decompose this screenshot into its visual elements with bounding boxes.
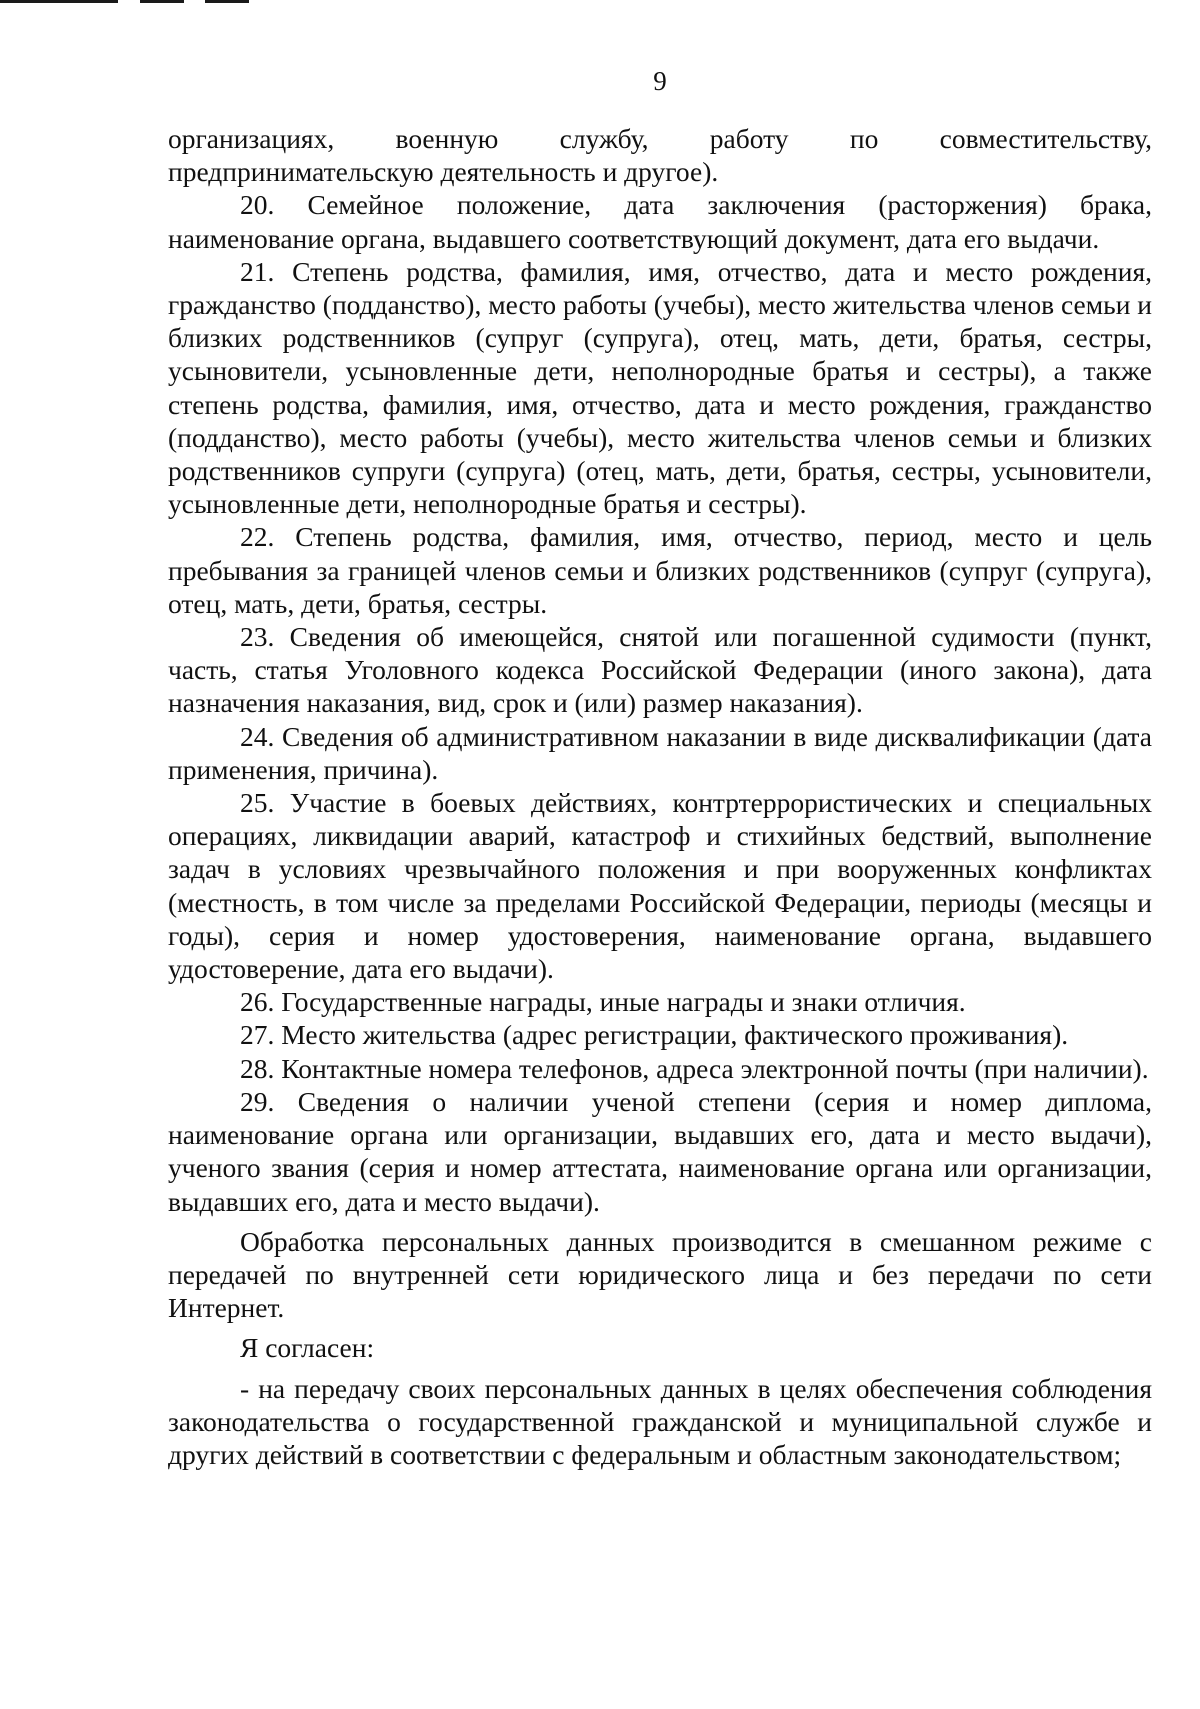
scan-artifact-mark <box>0 0 118 3</box>
list-item-29: 29. Сведения о наличии ученой степени (серия и номер диплома, наименование органа или организации, выдавших его, дата и место выдачи), ученого звания (серия и номер аттестата, наименование органа или организации, выдавших его, дата и место выдачи). <box>168 1085 1152 1217</box>
consent-heading: Я согласен: <box>240 1332 375 1364</box>
document-body <box>168 122 1152 1471</box>
list-item-27: 27. Место жительства (адрес регистрации, фактического проживания). <box>240 1019 1069 1051</box>
list-item-23: 23. Сведения об имеющейся, снятой или погашенной судимости (пункт, часть, статья Уголовного кодекса Российской Федерации (иного закона), дата назначения наказания, вид, срок и (или) размер наказания). <box>168 621 1152 719</box>
paragraph-continuation: организациях, военную службу, работу по совместительству, предпринимательскую деятельность и другое). <box>168 123 1152 188</box>
list-item-21: 21. Степень родства, фамилия, имя, отчество, дата и место рождения, гражданство (подданство), место работы (учебы), место жительства членов семьи и близких родственников (супруг (супруга), отец, мать, дети, братья, сестры, усыновители, усыновленные дети, неполнородные братья и сестры), а также степень родства, фамилия, имя, отчество, дата и место рождения, гражданство (подданство), место работы (учебы), место жительства членов семьи и близких родственников супруги (супруга) (отец, мать, дети, братья, сестры, усыновители, усыновленные дети, неполнородные братья и сестры). <box>168 255 1153 520</box>
list-item-22: 22. Степень родства, фамилия, имя, отчество, период, место и цель пребывания за границей членов семьи и близких родственников (супруг (супруга), отец, мать, дети, братья, сестры. <box>168 521 1152 619</box>
list-item-25: 25. Участие в боевых действиях, контртеррористических и специальных операциях, ликвидации аварий, катастроф и стихийных бедствий, выполнение задач в условиях чрезвычайного положения и при вооруженных конфликтах (местность, в том числе за пределами Российской Федерации, периоды (месяцы и годы), серия и номер удостоверения, наименование органа, выдавшего удостоверение, дата его выдачи). <box>168 787 1152 985</box>
consent-item: - на передачу своих персональных данных в целях обеспечения соблюдения законодательства о государственной гражданской и муниципальной службе и других действий в соответствии с федеральным и областным законодательством; <box>168 1372 1152 1470</box>
list-item-26: 26. Государственные награды, иные награды и знаки отличия. <box>240 986 966 1018</box>
scan-artifact-mark <box>205 0 249 3</box>
scan-artifact-mark <box>140 0 184 3</box>
page-number: 9 <box>653 66 667 96</box>
processing-statement: Обработка персональных данных производится в смешанном режиме с передачей по внутренней сети юридического лица и без передачи по сети Интернет. <box>168 1225 1152 1324</box>
list-item-24: 24. Сведения об административном наказании в виде дисквалификации (дата применения, причина). <box>168 720 1152 785</box>
list-item-28: 28. Контактные номера телефонов, адреса электронной почты (при наличии). <box>240 1052 1149 1084</box>
list-item-20: 20. Семейное положение, дата заключения (расторжения) брака, наименование органа, выдавшего соответствующий документ, дата его выдачи. <box>168 189 1152 254</box>
